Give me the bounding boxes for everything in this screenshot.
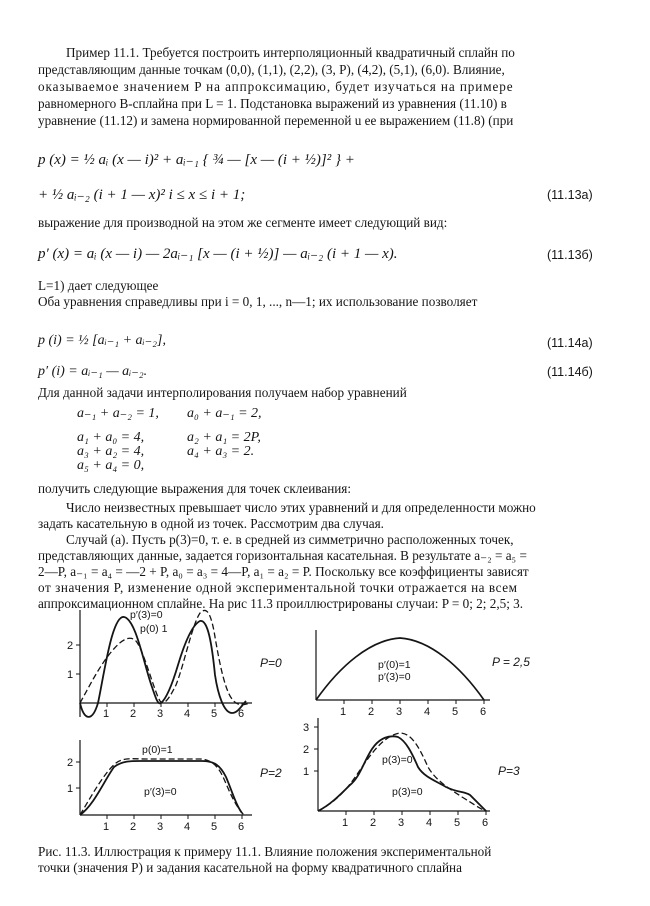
body-p1-line-2: задать касательную в одной из точек. Рассмотрим два случая. [38,516,384,531]
glue-points-line: получить следующие выражения для точек склеивания: [38,481,352,496]
equation-14a-tag: (11.14а) [547,336,593,350]
equation-14b: p′ (i) = aᵢ₋₁ — aᵢ₋₂. [38,364,148,379]
figure-a-xtick-3: 3 [157,708,164,720]
figure-d-xtick-5: 5 [454,817,461,829]
figure-c-xtick-2: 2 [130,821,137,833]
figure-a [60,605,282,730]
equation-13b-tag: (11.13б) [547,248,593,262]
equation-13b: p′ (x) = aᵢ (x — i) — 2aᵢ₋₁ [x — (i + ½)] — aᵢ₋₂ (i + 1 — x). [38,246,398,262]
intro-line-3: оказываемое значением P на аппроксимацию, будет изучаться на примере [38,79,514,94]
body-p1-line-1: Число неизвестных превышает число этих уравнений и для определенности можно [66,500,536,515]
equation-14a: p (i) = ½ [aᵢ₋₁ + aᵢ₋₂], [38,333,166,348]
figure-d-xtick-3: 3 [398,817,405,829]
equation-14b-tag: (11.14б) [547,365,593,379]
figure-d [300,715,525,830]
figure-c-xtick-6: 6 [238,821,245,833]
figure-a-annotation-1: p′(3)=0 [130,609,163,621]
figure-d-ytick-2: 2 [303,744,310,756]
figure-b-annotation-1: p′(0)=1 [378,659,411,671]
figure-c-annotation-1: p(0)=1 [142,744,173,756]
figure-a-xtick-1: 1 [103,708,110,720]
body-p2-line-4: от значения P, изменение одной экспериментальной точки отражается на всем [38,580,518,595]
figure-d-annotation-2: p(3)=0 [392,786,423,798]
figure-c-annotation-2: p′(3)=0 [144,786,177,798]
intro-line-5: уравнение (11.12) и замена нормированной переменной u ее выражением (11.8) (при [38,113,514,128]
figure-b-xtick-4: 4 [424,706,431,718]
intro-line-2: представляющим данные точкам (0,0), (1,1), (2,2), (3, P), (4,2), (5,1), (6,0). Влияние, [38,62,505,77]
figure-b-xtick-1: 1 [340,706,347,718]
figure-b-xtick-2: 2 [368,706,375,718]
figure-b [300,628,530,728]
figure-d-xtick-6: 6 [482,817,489,829]
figure-d-xtick-2: 2 [370,817,377,829]
figure-b-xtick-3: 3 [396,706,403,718]
figure-d-solid-curve [318,736,486,811]
equation-13a-line-2: + ½ aᵢ₋₂ (i + 1 — x)² i ≤ x ≤ i + 1; [38,187,246,203]
fragment-line: L=1) дает следующее [38,278,159,293]
figure-b-annotation-2: p′(3)=0 [378,671,411,683]
system-r2-c2: a₂ + a₁ = 2P, [187,430,261,445]
caption-line-2: точки (значения P) и задания касательной на форму квадратичного сплайна [38,860,462,875]
system-r3-c1: a₃ + a₂ = 4, [77,444,145,459]
figure-b-xtick-5: 5 [452,706,459,718]
figure-d-ytick-3: 3 [303,722,310,734]
figure-c-ytick-1: 1 [67,783,74,795]
figure-d-p-label: P=3 [498,764,520,778]
task-line: Для данной задачи интерполирования получаем набор уравнений [38,385,407,400]
figure-a-p-label: P=0 [260,656,282,670]
figure-c-xtick-1: 1 [103,821,110,833]
figure-a-xtick-6: 6 [238,708,245,720]
equation-13a-line-1: p (x) = ½ aᵢ (x — i)² + aᵢ₋₁ { ¾ — [x — (i + ½)]² } + [38,152,355,168]
body-p2-line-1: Случай (а). Пусть p(3)=0, т. е. в средней из симметрично расположенных точек, [66,532,514,547]
figure-a-annotation-2: p(0) 1 [140,623,168,635]
system-r1-c1: a₋₁ + a₋₂ = 1, [77,406,159,421]
equation-13a-tag: (11.13а) [547,188,593,202]
intro-line-1: Пример 11.1. Требуется построить интерполяционный квадратичный сплайн по [66,45,515,60]
figure-b-xtick-6: 6 [480,706,487,718]
figure-d-ytick-1: 1 [303,766,310,778]
system-r2-c1: a₁ + a₀ = 4, [77,430,145,445]
body-p2-line-2: представляющих данные, задается горизонтальная касательная. В результате a₋₂ = a₅ = [38,548,527,563]
figure-c [60,735,285,835]
figure-c-xtick-5: 5 [211,821,218,833]
figure-a-ytick-1: 1 [67,669,74,681]
figure-a-xtick-5: 5 [211,708,218,720]
intro-line-4: равномерного B-сплайна при L = 1. Подстановка выражений из уравнения (11.10) в [38,96,507,111]
derivative-intro-line: выражение для производной на этом же сегменте имеет следующий вид: [38,215,448,230]
figure-a-xtick-4: 4 [184,708,191,720]
figure-c-p-label: P=2 [260,766,282,780]
figure-c-xtick-4: 4 [184,821,191,833]
body-p2-line-3: 2—P, a₋₁ = a₄ = —2 + P, a₀ = a₃ = 4—P, a₁ = a₂ = P. Поскольку все коэффициенты зависят [38,564,529,579]
body-p2-line-5: аппроксимационном сплайне. На рис 11.3 проиллюстрированы случаи: P = 0; 2; 2,5; 3. [38,596,524,611]
figure-c-ytick-2: 2 [67,757,74,769]
figure-d-dashed-curve [318,733,486,811]
figure-d-xtick-1: 1 [342,817,349,829]
system-r4-c1: a₅ + a₄ = 0, [77,458,145,473]
both-equations-line: Оба уравнения справедливы при i = 0, 1, ..., n—1; их использование позволяет [38,294,478,309]
figure-d-xtick-4: 4 [426,817,433,829]
system-r3-c2: a₄ + a₃ = 2. [187,444,255,459]
figure-c-xtick-3: 3 [157,821,164,833]
figure-a-ytick-2: 2 [67,640,74,652]
system-r1-c2: a₀ + a₋₁ = 2, [187,406,262,421]
figure-b-p-label: P = 2,5 [492,655,530,669]
figure-d-annotation-1: p(3)=0 [382,754,413,766]
figure-a-xtick-2: 2 [130,708,137,720]
caption-line-1: Рис. 11.3. Иллюстрация к примеру 11.1. Влияние положения экспериментальной [38,844,492,859]
